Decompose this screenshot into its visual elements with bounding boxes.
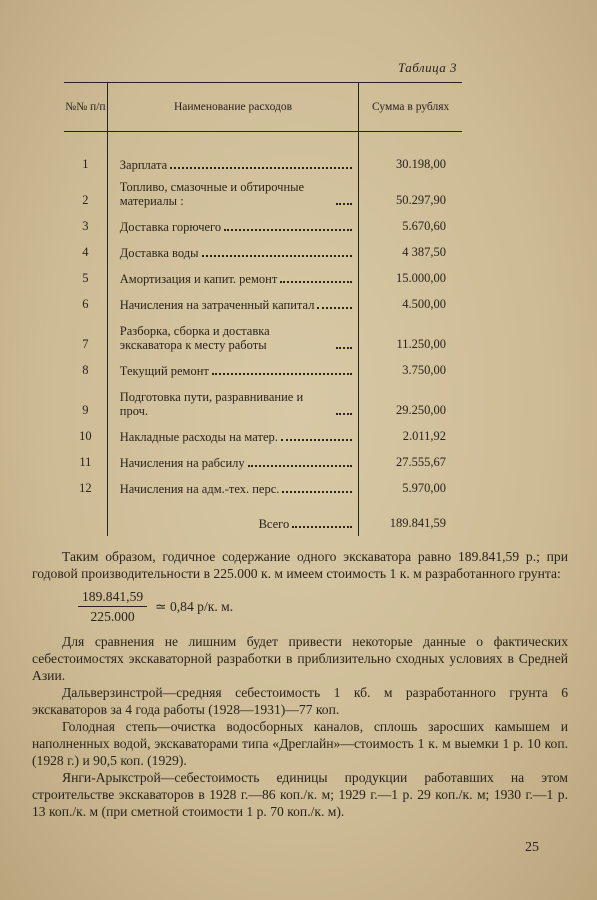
total-sum: 189.841,59 xyxy=(389,516,446,530)
leader-dots xyxy=(280,281,352,283)
row-number: 9 xyxy=(64,383,107,423)
formula-fraction xyxy=(78,588,147,625)
row-name: Доставка горючего xyxy=(119,220,222,234)
row-number: 1 xyxy=(64,155,107,177)
row-name-cell xyxy=(107,177,358,213)
row-number: 6 xyxy=(64,291,107,317)
table-row xyxy=(64,177,462,213)
leader-dots xyxy=(202,255,353,257)
leader-dots xyxy=(336,203,352,205)
table-caption: Таблица 3 xyxy=(397,60,457,75)
row-name: Текущий ремонт xyxy=(119,364,209,378)
row-number: 4 xyxy=(64,239,107,265)
formula-result: ≃ 0,84 р/к. м. xyxy=(155,599,234,614)
cost-table xyxy=(64,82,462,536)
leader-dots xyxy=(170,167,352,169)
row-name-cell xyxy=(107,383,358,423)
row-sum: 11.250,00 xyxy=(396,337,446,351)
table-row xyxy=(64,357,462,383)
table-row xyxy=(64,155,462,177)
table-total-row xyxy=(64,501,462,536)
paragraph-summary: Таким образом, годичное содержание одного экскаватора равно 189.841,59 р.; при годовой производительности в 225.000 к. м имеем стоимость 1 к. м разработанного грунта: xyxy=(32,549,568,581)
row-name: Начисления на адм.-тех. перс. xyxy=(119,482,280,496)
row-name-cell xyxy=(107,291,358,317)
row-name-cell xyxy=(107,239,358,265)
row-sum: 29.250,00 xyxy=(396,403,446,417)
row-name-cell xyxy=(107,265,358,291)
page-number: 25 xyxy=(525,840,539,855)
row-name-cell xyxy=(107,357,358,383)
leader-dots xyxy=(317,307,352,309)
leader-dots xyxy=(282,491,352,493)
formula-numerator: 189.841,59 xyxy=(78,588,147,607)
row-name: Подготовка пути, разравнивание и проч. xyxy=(119,390,304,418)
row-number: 7 xyxy=(64,317,107,357)
table-row xyxy=(64,213,462,239)
row-sum: 4.500,00 xyxy=(402,297,446,311)
total-number xyxy=(64,501,107,536)
row-number: 8 xyxy=(64,357,107,383)
table-row xyxy=(64,291,462,317)
table-row xyxy=(64,317,462,357)
row-sum: 50.297,90 xyxy=(396,193,446,207)
table-row xyxy=(64,265,462,291)
table-row xyxy=(64,475,462,501)
cost-formula xyxy=(78,588,568,625)
row-name-cell xyxy=(107,449,358,475)
row-name-cell xyxy=(107,155,358,177)
row-sum: 4 387,50 xyxy=(402,245,446,259)
paragraph-yangi-aryk: Янги-Арыкстрой—себестоимость единицы продукции работавших на этом строительстве экскаваторов в 1928 г.—86 коп./к. м; 1929 г.—1 р. 29 коп./к. м; 1930 г.—1 р. 13 коп./к. м (при сметной стоимости 1 р. 70 коп./к. м). xyxy=(32,770,568,819)
header-name: Наименование расходов xyxy=(107,83,358,132)
header-sum: Сумма в рублях xyxy=(359,83,462,132)
paragraph-golodnaya-step: Голодная степь—очистка водосборных каналов, сплошь заросших камышем и наполненных водой, экскаваторами типа «Дреглайн»—стоимость 1 к. м выемки 1 р. 10 коп. (1928 г.) и 90,5 коп. (1929). xyxy=(32,719,568,768)
total-label: Всего xyxy=(258,517,290,531)
row-sum: 5.970,00 xyxy=(402,481,446,495)
paragraph-comparison: Для сравнения не лишним будет привести некоторые данные о фактических себестоимостях экскаваторной разработки в приблизительно сходных условиях в Средней Азии. xyxy=(32,634,568,683)
row-number: 10 xyxy=(64,423,107,449)
leader-dots xyxy=(224,229,352,231)
row-sum: 27.555,67 xyxy=(396,455,446,469)
row-sum: 3.750,00 xyxy=(402,363,446,377)
row-name: Разборка, сборка и доставка экскаватора к месту работы xyxy=(119,324,270,352)
table-row xyxy=(64,423,462,449)
total-label-cell xyxy=(107,501,358,536)
header-number: №№ п/п xyxy=(64,83,107,132)
leader-dots xyxy=(336,413,352,415)
row-sum: 2.011,92 xyxy=(402,429,446,443)
table-row xyxy=(64,239,462,265)
row-name: Начисления на рабсилу xyxy=(119,456,245,470)
leader-dots xyxy=(292,526,352,528)
row-number: 11 xyxy=(64,449,107,475)
row-name-cell xyxy=(107,213,358,239)
body-text xyxy=(32,548,568,820)
row-name: Начисления на затраченный капитал xyxy=(119,298,315,312)
row-name: Доставка воды xyxy=(119,246,199,260)
leader-dots xyxy=(336,347,352,349)
row-number: 5 xyxy=(64,265,107,291)
row-name-cell xyxy=(107,423,358,449)
leader-dots xyxy=(281,439,352,441)
leader-dots xyxy=(212,373,352,375)
row-name: Накладные расходы на матер. xyxy=(119,430,278,444)
row-number: 12 xyxy=(64,475,107,501)
table-row xyxy=(64,383,462,423)
row-sum: 15.000,00 xyxy=(396,271,446,285)
row-name: Зарплата xyxy=(119,158,168,172)
table-spacer xyxy=(64,132,462,156)
table-header-row xyxy=(64,83,462,132)
row-name-cell xyxy=(107,475,358,501)
paragraph-dalverzinstroy: Дальверзинстрой—средняя себестоимость 1 кб. м разработанного грунта 6 экскаваторов за 4 года работы (1928—1931)—77 коп. xyxy=(32,685,568,717)
row-sum: 5.670,60 xyxy=(402,219,446,233)
row-name: Топливо, смазочные и обтирочные материалы : xyxy=(119,180,305,208)
row-name-cell xyxy=(107,317,358,357)
table-row xyxy=(64,449,462,475)
formula-denominator: 225.000 xyxy=(90,609,135,624)
row-name: Амортизация и капит. ремонт xyxy=(119,272,278,286)
leader-dots xyxy=(248,465,353,467)
row-sum: 30.198,00 xyxy=(396,157,446,171)
row-number: 2 xyxy=(64,177,107,213)
row-number: 3 xyxy=(64,213,107,239)
